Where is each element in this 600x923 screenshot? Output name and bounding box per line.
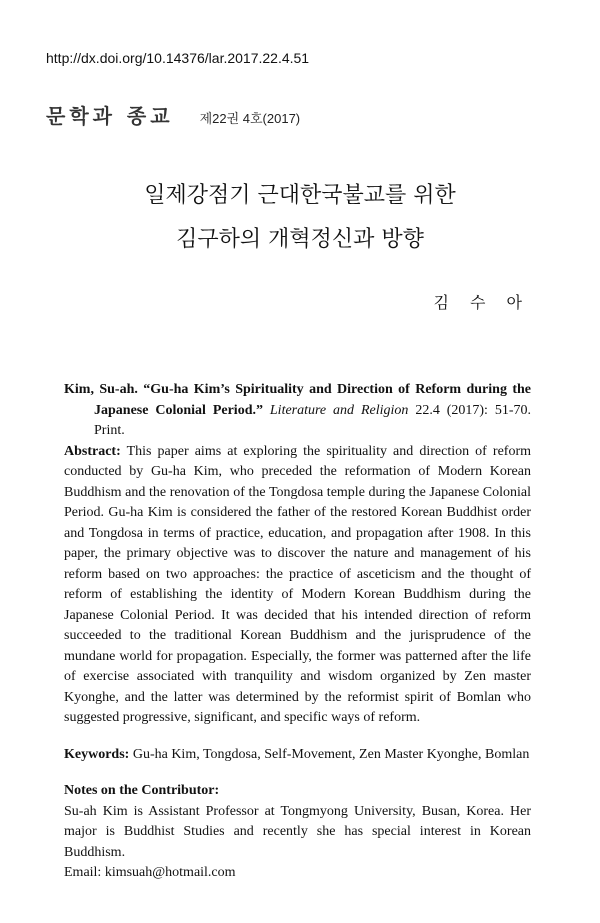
- doi-link[interactable]: http://dx.doi.org/10.14376/lar.2017.22.4.51: [46, 50, 310, 66]
- citation-authors: Kim, Su-ah.: [64, 382, 138, 397]
- citation-details: 22.4 (2017): 51-70. Print.: [94, 402, 531, 438]
- title-line-1: 일제강점기 근대한국불교를 위한: [144, 183, 456, 208]
- keywords: [64, 745, 531, 766]
- keywords-label: Keywords:: [64, 746, 130, 762]
- title-line-2: 김구하의 개혁정신과 방향: [176, 227, 424, 252]
- author-name: 김 수 아: [433, 293, 530, 312]
- contributor-bio: Su-ah Kim is Assistant Professor at Tongmyong University, Busan, Korea. Her major is Buddhist Studies and recently she has special interest in Korean Buddhism.: [64, 803, 531, 860]
- citation-title: “Gu-ha Kim’s Spirituality and Direction of Reform during the Japanese Colonial Period.”: [94, 382, 531, 418]
- keywords-text: Gu-ha Kim, Tongdosa, Self-Movement, Zen Master Kyonghe, Bomlan: [132, 746, 530, 762]
- contributor-heading: Notes on the Contributor:: [64, 783, 220, 798]
- abstract: [64, 442, 531, 729]
- article-body: [64, 380, 531, 884]
- journal-header: [46, 100, 300, 129]
- contributor-email[interactable]: Email: kimsuah@hotmail.com: [64, 865, 236, 880]
- journal-name: 문학과 종교: [46, 104, 174, 128]
- issue-info: 제22권 4호(2017): [199, 111, 301, 126]
- citation-journal: Literature and Religion: [269, 402, 409, 418]
- citation: [64, 380, 531, 442]
- abstract-label: Abstract:: [64, 443, 121, 459]
- abstract-text: This paper aims at exploring the spirituality and direction of reform conducted by Gu-ha Kim, who preceded the reformation of Modern Korean Buddhism and the renovation of the Tongdosa temple during the Japanese Colonial Period. Gu-ha Kim is considered the father of the restored Korean Buddhist order and Tongdosa in terms of practice, education, and propagation after 1908. In this paper, the primary objective was to discover the nature and management of his reform based on two approaches: the practice of asceticism and the thought of reform of establishing the identity of Modern Korean Buddhism during the Japanese Colonial Period. It was decided that his intended direction of reform succeeded to the traditional Korean Buddhism and the jurisprudence of the mundane world for propagation. Especially, the former was patterned after the life of exercise associated with tranquility and wisdom organized by Zen master Kyonghe, and the latter was determined by the reformist spirit of Bomlan who suggested progressive, significant, and specific ways of reform.: [64, 443, 532, 725]
